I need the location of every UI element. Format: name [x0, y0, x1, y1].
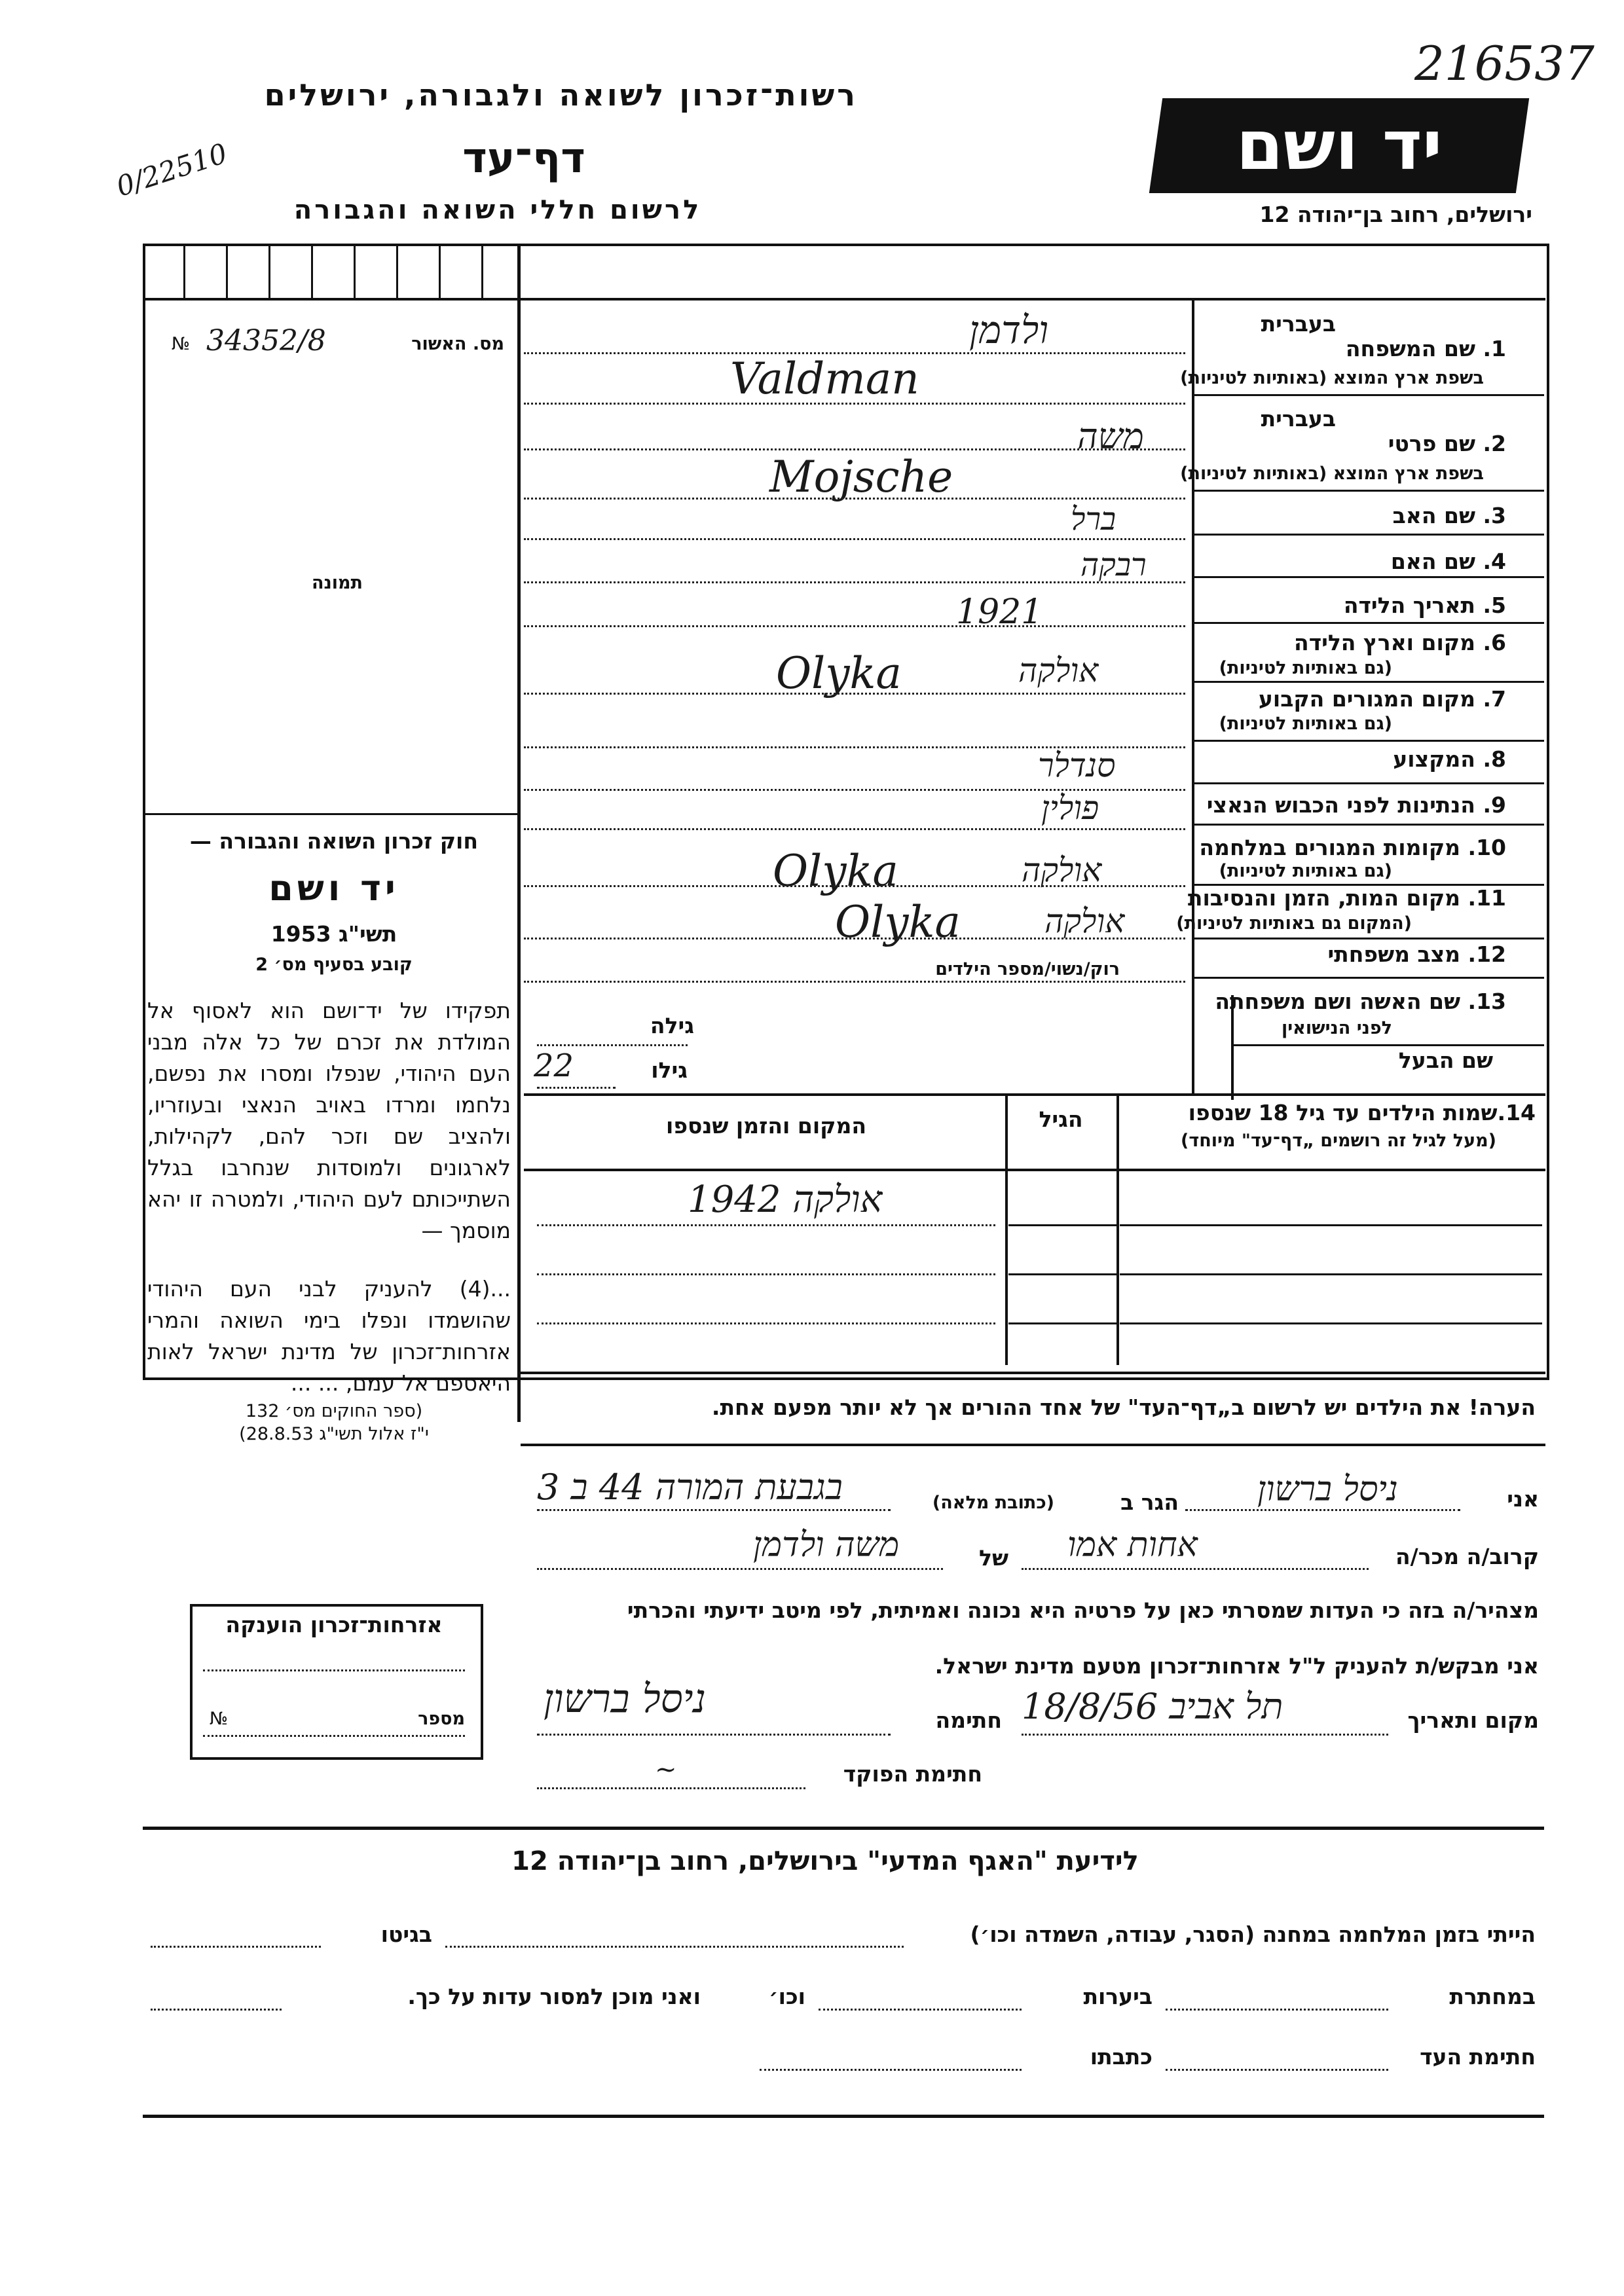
law-section: קובע בסעיף מס׳ 2: [255, 955, 413, 975]
field-8-value: סנדלר: [1038, 746, 1116, 784]
field-1-lang: בעברית: [1261, 311, 1336, 337]
field-13-label: 13. שם האשה ושם משפחתה: [1215, 989, 1506, 1014]
resides-label: הגר ב: [1120, 1489, 1179, 1515]
research-line1-a: הייתי בזמן המלחמה במחנה (הסגר, עבודה, השמדה וכו׳): [970, 1922, 1536, 1947]
field-5-value: 1921: [956, 592, 1043, 632]
field-5-label: 5. תאריך הלידה: [1343, 592, 1506, 618]
of-label: של: [979, 1545, 1008, 1571]
research-line3-a: חתימת העד: [1420, 2044, 1536, 2069]
field-2-label: 2. שם פרטי: [1388, 431, 1506, 456]
field-10-value-he: אולקה: [1022, 851, 1102, 889]
registration-no-sign: №: [172, 334, 191, 354]
field-11-value-he: אולקה: [1044, 902, 1125, 940]
children-age-header: הגיל: [1039, 1106, 1083, 1132]
research-line2-b: ביערות: [1083, 1984, 1153, 2009]
registration-value: 34352/8: [206, 324, 326, 357]
full-address-label: (כתובת מלאה): [932, 1493, 1054, 1513]
field-11-label: 11. מקום המות, הזמן והנסיבות: [1187, 885, 1506, 911]
field-9-value: פולין: [1041, 789, 1099, 827]
field-3-value: ברל: [1071, 501, 1116, 538]
citizenship-no-sign: №: [210, 1709, 229, 1729]
place-date-label: מקום ותאריך: [1407, 1707, 1539, 1733]
his-age-label: גילו: [651, 1057, 688, 1083]
officer-signature-label: חתימת הפוקד: [843, 1761, 982, 1787]
citizenship-number-label: מספר: [418, 1709, 465, 1729]
field-4-value: רבקה: [1080, 547, 1147, 583]
field-2-value-he: משה: [1077, 416, 1144, 457]
law-title: חוק זכרון השואה והגבורה —: [189, 828, 479, 854]
field-7-sub: (גם באותיות לטיניות): [1219, 714, 1392, 734]
law-reference-1: (ספר החוקים מס׳ 132: [245, 1401, 423, 1421]
law-paragraph-2: ...(4) להעניק לבני העם היהודי שהושמדו ונפלו בימי השואה והמרי אזרחות־זכרון של מדינת ישראל לאות היאספם אל עמם, ... ...: [147, 1276, 511, 1396]
field-10-value-latin: Olyka: [773, 846, 898, 896]
registration-label: מס. האשור: [411, 334, 504, 354]
children-title: 14.שמות הילדים עד גיל 18 שנספו: [1188, 1100, 1536, 1125]
declaration-statement: מצהיר/ה בזה כי העדות שמסרתי כאן על פרטיה היא נכונה ואמיתית, לפי מיטב ידיעתי והכרתי: [627, 1597, 1539, 1623]
her-age-label: גילה: [650, 1013, 694, 1038]
declaration-request: אני מבקש/ת להעניק ל"ל אזרחות־זכרון מטעם מדינת ישראל.: [934, 1653, 1539, 1679]
husband-name-label: שם הבעל: [1398, 1048, 1493, 1073]
research-line1-b: בגיטו: [380, 1922, 432, 1947]
field-6-value-he: אולקה: [1018, 651, 1099, 689]
institution-name: רשות־זכרון לשואה ולגבורה, ירושלים: [264, 77, 858, 113]
law-paragraph-1: תפקידו של יד־ושם הוא לאסוף אל המולדת את זכרם של כל אלה מבני העם היהודי, שנפלו ומסרו את נפשם, נלחמו ומרדו באויב הנאצי ובעוזריו, ולהציב שם וזכר להם, לקהילות, לארגונים ולמוסדות שנחרבו בגלל השתייכותם לעם היהודי, ולמטרה זו יהא מוסמך —: [147, 998, 511, 1243]
field-1-value-he: ולדמן: [969, 308, 1049, 352]
field-7-label: 7. מקום המגורים הקבוע: [1258, 686, 1506, 712]
photo-label: תמונה: [311, 573, 363, 593]
field-6-value-latin: Olyka: [776, 648, 902, 699]
logo-text: יד ושם: [1236, 105, 1443, 185]
children-subtitle: (מעל לגיל זה רושמים „דף־עד" מיוחד): [1180, 1131, 1496, 1151]
relation-value: אחות אמו: [1067, 1525, 1198, 1565]
field-2-sub: בשפת ארץ המוצא (באותיות לטיניות): [1180, 464, 1484, 484]
research-title: לידיעת "האגף המדעי" בירושלים, רחוב בן־יהודה 12: [511, 1846, 1139, 1876]
officer-signature-mark: ~: [655, 1755, 677, 1785]
place-date-value: תל אביב 18/8/56: [1022, 1686, 1283, 1727]
field-11-sub: (המקום גם באותיות לטיניות): [1176, 913, 1412, 934]
stamp-number: 216537: [1414, 36, 1595, 91]
his-age-value: 22: [534, 1048, 574, 1084]
field-11-value-latin: Olyka: [835, 897, 961, 947]
signature-value: ניסל ברשון: [544, 1676, 707, 1722]
field-3-label: 3. שם האב: [1392, 503, 1506, 528]
field-12-value: רוק/נשוי/מספר הילדים: [935, 959, 1120, 979]
signature-label: חתימה: [935, 1707, 1002, 1733]
relative-label: קרוב/ה מכר/ה: [1395, 1544, 1539, 1569]
note-text: הערה! את הילדים יש לרשום ב„דף־העד" של אחד ההורים אך לא יותר מפעם אחת.: [711, 1394, 1536, 1420]
column-divider: [517, 244, 521, 1422]
yad-vashem-logo: [1149, 98, 1529, 193]
field-13-sub: לפני הנישואין: [1281, 1018, 1392, 1038]
law-name: יד ושם: [268, 867, 399, 909]
field-9-label: 9. הנתינות לפני הכבוש הנאצי: [1206, 792, 1506, 818]
address: ירושלים, רחוב בן־יהודה 12: [1259, 202, 1532, 227]
form-subtitle: לרשום חללי השואה והגבורה: [293, 195, 702, 225]
margin-note: 0/22510: [112, 137, 231, 203]
field-12-label: 12. מצב משפחתי: [1327, 941, 1506, 967]
field-6-label: 6. מקום וארץ הלידה: [1294, 630, 1506, 655]
research-line2-a: במחתרת: [1449, 1984, 1536, 2009]
research-line2-d: ואני מוכן למסור עדות על כך.: [407, 1984, 701, 2009]
law-year: תשי"ג 1953: [270, 921, 397, 947]
declaration-ani: אני: [1507, 1486, 1539, 1512]
law-reference-2: י"ז אלול תשי"ג 28.8.53): [239, 1424, 429, 1444]
form-title: דף־עד: [462, 134, 585, 183]
field-8-label: 8. המקצוע: [1393, 746, 1506, 772]
field-4-label: 4. שם האם: [1390, 549, 1506, 574]
field-1-label: 1. שם המשפחה: [1345, 336, 1506, 361]
field-1-value-latin: Valdman: [730, 354, 919, 404]
children-place-header: המקום והזמן שנספו: [666, 1113, 866, 1139]
research-line3-b: כתבתו: [1090, 2044, 1153, 2069]
of-value: משה ולדמן: [753, 1525, 900, 1565]
research-line2-c: וכו׳: [769, 1984, 805, 2009]
field-2-value-latin: Mojsche: [769, 452, 953, 502]
citizenship-title: אזרחות־זכרון הוענקה: [225, 1612, 443, 1637]
declarant-name: ניסל ברשון: [1257, 1470, 1398, 1509]
address-value: בגבעת המורה 44 ב 3: [537, 1467, 843, 1508]
field-2-lang: בעברית: [1261, 406, 1336, 431]
field-6-sub: (גם באותיות לטיניות): [1219, 658, 1392, 678]
field-1-sub: בשפת ארץ המוצא (באותיות לטיניות): [1180, 368, 1484, 388]
children-place-value: אולקה 1942: [688, 1178, 883, 1221]
field-10-label: 10. מקומות המגורים במלחמה: [1199, 835, 1506, 860]
field-10-sub: (גם באותיות לטיניות): [1219, 861, 1392, 881]
